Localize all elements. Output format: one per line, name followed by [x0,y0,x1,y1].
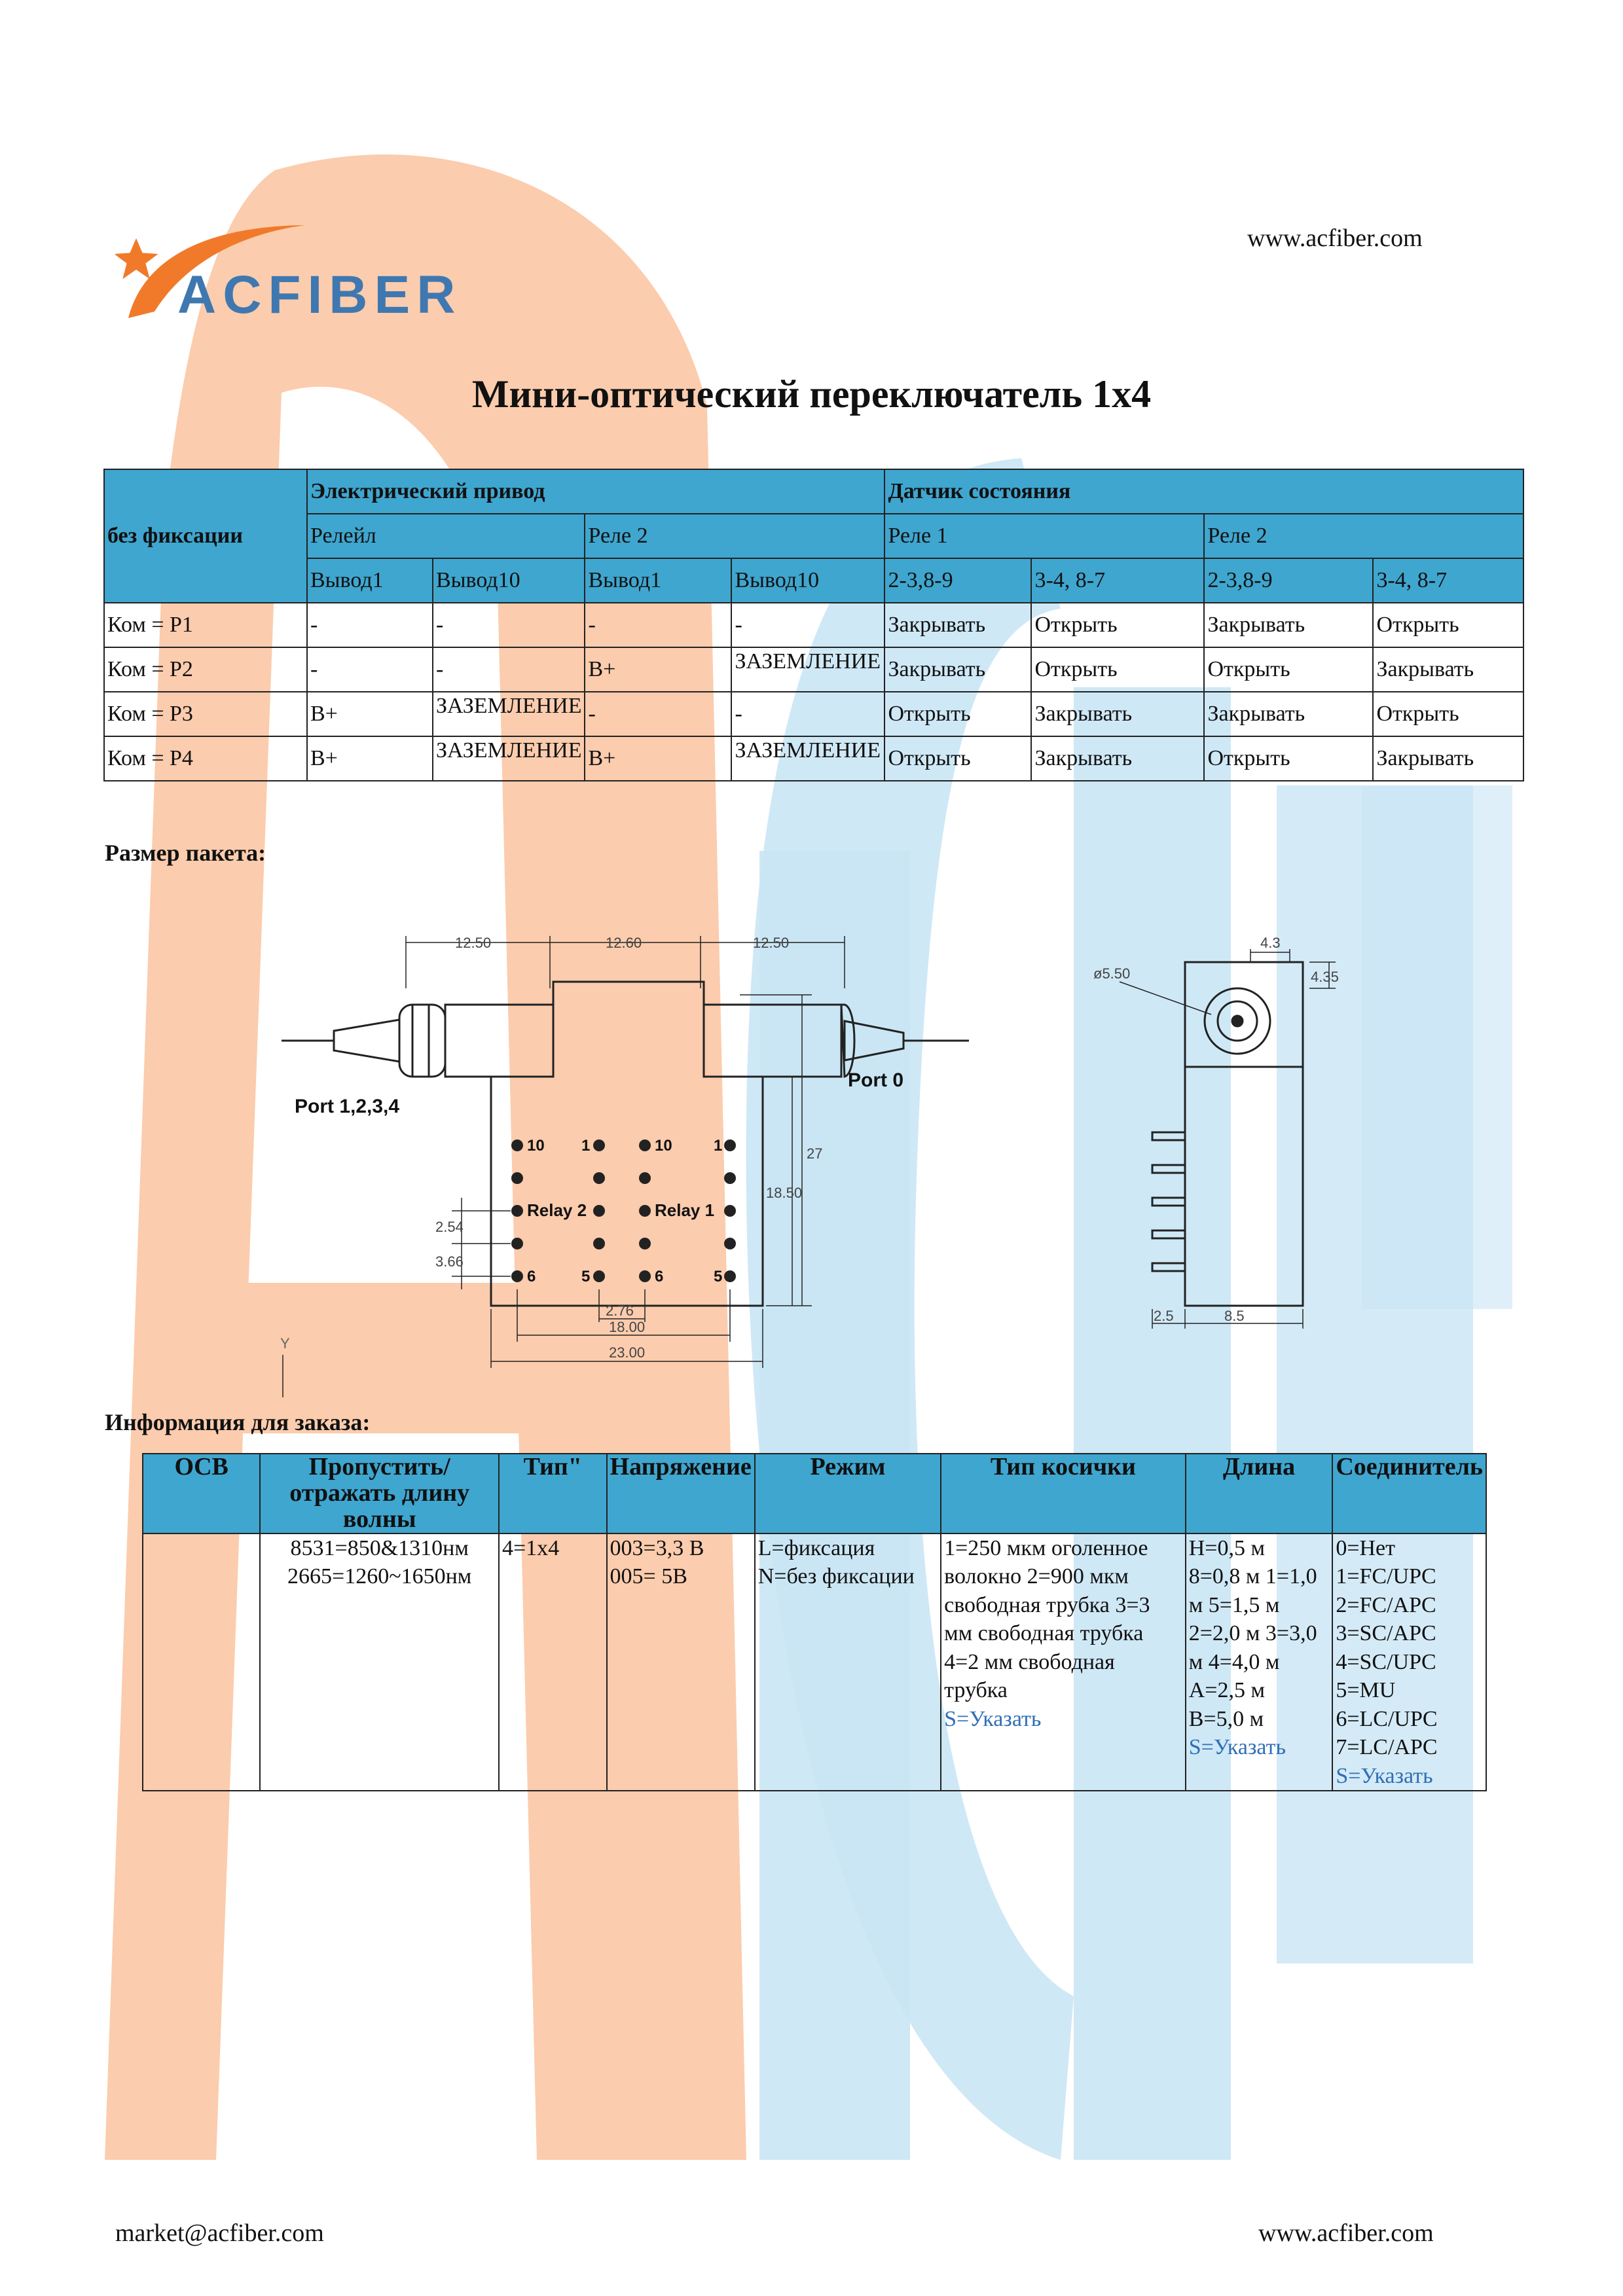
cell: Открыть [1031,647,1204,692]
cell: Закрывать [884,647,1031,692]
cell: Открыть [1204,647,1373,692]
order-header: Напряжение [607,1454,755,1534]
group-electric: Электрический привод [307,469,884,514]
cell: - [585,603,731,647]
footer-url[interactable]: www.acfiber.com [1258,2219,1434,2247]
length-cell [1186,1534,1333,1791]
cell: Открыть [1204,736,1373,781]
cell-text: ЗАЗЕМЛЕНИЕ [436,739,582,762]
order-header: OCB [143,1454,260,1534]
dim-43: 4.3 [1260,935,1281,951]
switch-state-table [103,469,1524,781]
cell: Закрывать [1031,736,1204,781]
relay1-label: Relay 1 [655,1200,715,1220]
pin-header: Вывод1 [585,558,731,603]
cell: - [585,692,731,736]
type-cell [499,1534,607,1791]
cell: Закрывать [1204,692,1373,736]
dim-276: 2.76 [606,1302,634,1319]
dim-25: 2.5 [1154,1308,1174,1324]
order-table [142,1453,1487,1791]
table-row [143,1534,1486,1791]
dim-height-total: 27 [807,1145,823,1162]
list-item: S=Указать [944,1706,1042,1731]
cell: Открыть [1373,603,1523,647]
list-item: N=без фиксации [757,1564,915,1589]
cell: Закрывать [1204,603,1373,647]
dim-top1: 12.50 [455,935,492,951]
list-item: 4=1x4 [501,1535,560,1560]
dim-top2: 12.60 [606,935,642,951]
cell: Открыть [1031,603,1204,647]
header-url: www.acfiber.com [1247,224,1423,252]
cell: Закрывать [1031,692,1204,736]
axis-y-label: Y [280,1335,290,1352]
table-corner: без фиксации [104,469,307,603]
pin-header: 2-3,8-9 [1204,558,1373,603]
dim-2300: 23.00 [609,1344,646,1361]
order-header: Режим [755,1454,941,1534]
cell-text: ЗАЗЕМЛЕНИЕ [735,739,881,762]
relay-header: Реле 1 [884,514,1204,558]
list-item: 7=LC/APC [1336,1735,1438,1760]
pin-label: 5 [714,1268,723,1285]
pin-header: Вывод1 [307,558,433,603]
pin-header: 3-4, 8-7 [1031,558,1204,603]
pin-header: Вывод10 [731,558,884,603]
cell: - [433,603,585,647]
logo-text: ACFIBER [177,265,462,325]
footer-email[interactable]: market@acfiber.com [115,2219,324,2247]
cell: - [731,603,884,647]
dim-366: 3.66 [435,1253,464,1270]
dim-top3: 12.50 [753,935,790,951]
order-heading: Информация для заказа: [105,1409,371,1435]
ocb-cell [143,1534,260,1791]
list-item: L=фиксация [757,1535,875,1560]
connector-cell [1332,1534,1486,1791]
dim-diameter: ø5.50 [1093,965,1131,982]
pin-label: 1 [581,1137,591,1155]
pin-label: 1 [714,1137,723,1155]
cell: - [433,647,585,692]
cell: Открыть [1373,692,1523,736]
order-header: Тип" [499,1454,607,1534]
cell: - [307,603,433,647]
list-item: 2665=1260~1650нм [287,1564,472,1589]
package-drawing [268,910,1368,1407]
mode-cell [755,1534,941,1791]
dim-435: 4.35 [1311,969,1339,985]
list-item: 1=250 мкм оголенное волокно 2=900 мкм свободная трубка 3=3 мм свободная трубка 4=2 мм свободная трубка [944,1535,1150,1703]
list-item: 005= 5В [610,1564,687,1589]
cell: Открыть [884,736,1031,781]
table-row [104,603,1523,647]
port-out-label: Port 0 [848,1069,904,1091]
order-header: Соединитель [1332,1454,1486,1534]
list-item: 6=LC/UPC [1336,1706,1438,1731]
list-item: A=2,5 м [1188,1678,1265,1703]
cell [433,736,585,781]
relay-header: Реле 2 [1204,514,1523,558]
cell [731,647,884,692]
list-item: 8531=850&1310нм [290,1535,469,1560]
cell: - [307,647,433,692]
list-item: H=0,5 м [1188,1535,1265,1560]
list-item: 4=SC/UPC [1336,1649,1436,1674]
cell: Открыть [884,692,1031,736]
cell-text: ЗАЗЕМЛЕНИЕ [735,650,881,673]
cell-text: ЗАЗЕМЛЕНИЕ [436,694,582,718]
relay2-label: Relay 2 [527,1200,587,1220]
table-row [104,692,1523,736]
row-label: Ком = P2 [104,647,307,692]
cell [433,692,585,736]
pin-label: 5 [581,1268,591,1285]
list-item: 2=FC/APC [1336,1592,1436,1617]
cell: Закрывать [1373,647,1523,692]
pin-header: 2-3,8-9 [884,558,1031,603]
cell: Закрывать [1373,736,1523,781]
list-item: 8=0,8 м 1=1,0 м 5=1,5 м [1188,1564,1317,1617]
order-header: Тип косички [941,1454,1186,1534]
port-in-label: Port 1,2,3,4 [295,1096,400,1117]
group-sensor: Датчик состояния [884,469,1523,514]
list-item: B=5,0 м [1188,1706,1264,1731]
cell: - [731,692,884,736]
pin-label: 6 [655,1268,664,1285]
pin-label: 10 [655,1137,672,1155]
relay-header: Реле 2 [585,514,884,558]
list-item: 003=3,3 В [610,1535,704,1560]
dim-85: 8.5 [1224,1308,1245,1324]
dim-1800: 18.00 [609,1319,646,1335]
page-title: Мини-оптический переключатель 1x4 [471,372,1152,416]
order-header: Длина [1186,1454,1333,1534]
list-item: S=Указать [1336,1763,1433,1788]
table-row [104,736,1523,781]
pin-header: 3-4, 8-7 [1373,558,1523,603]
acfiber-logo [115,213,469,325]
cell: B+ [307,736,433,781]
row-label: Ком = P3 [104,692,307,736]
pin-label: 10 [527,1137,545,1155]
list-item: 5=MU [1336,1678,1396,1703]
pin-header: Вывод10 [433,558,585,603]
wavelength-cell [260,1534,499,1791]
pigtail-cell [941,1534,1186,1791]
list-item: 0=Нет [1336,1535,1396,1560]
row-label: Ком = P1 [104,603,307,647]
list-item: 3=SC/APC [1336,1621,1436,1646]
cell: B+ [307,692,433,736]
table-row [104,647,1523,692]
cell: B+ [585,736,731,781]
dim-254: 2.54 [435,1219,464,1235]
relay-header: Релейл [307,514,585,558]
cell: Закрывать [884,603,1031,647]
list-item: S=Указать [1188,1735,1286,1760]
order-header: Пропустить/отражать длину волны [260,1454,499,1534]
voltage-cell [607,1534,755,1791]
dim-height-inner: 18.50 [766,1185,803,1201]
row-label: Ком = P4 [104,736,307,781]
list-item: 1=FC/UPC [1336,1564,1436,1589]
list-item: 2=2,0 м 3=3,0 м 4=4,0 м [1188,1621,1317,1674]
cell: B+ [585,647,731,692]
pin-label: 6 [527,1268,536,1285]
package-heading: Размер пакета: [105,840,266,866]
cell [731,736,884,781]
